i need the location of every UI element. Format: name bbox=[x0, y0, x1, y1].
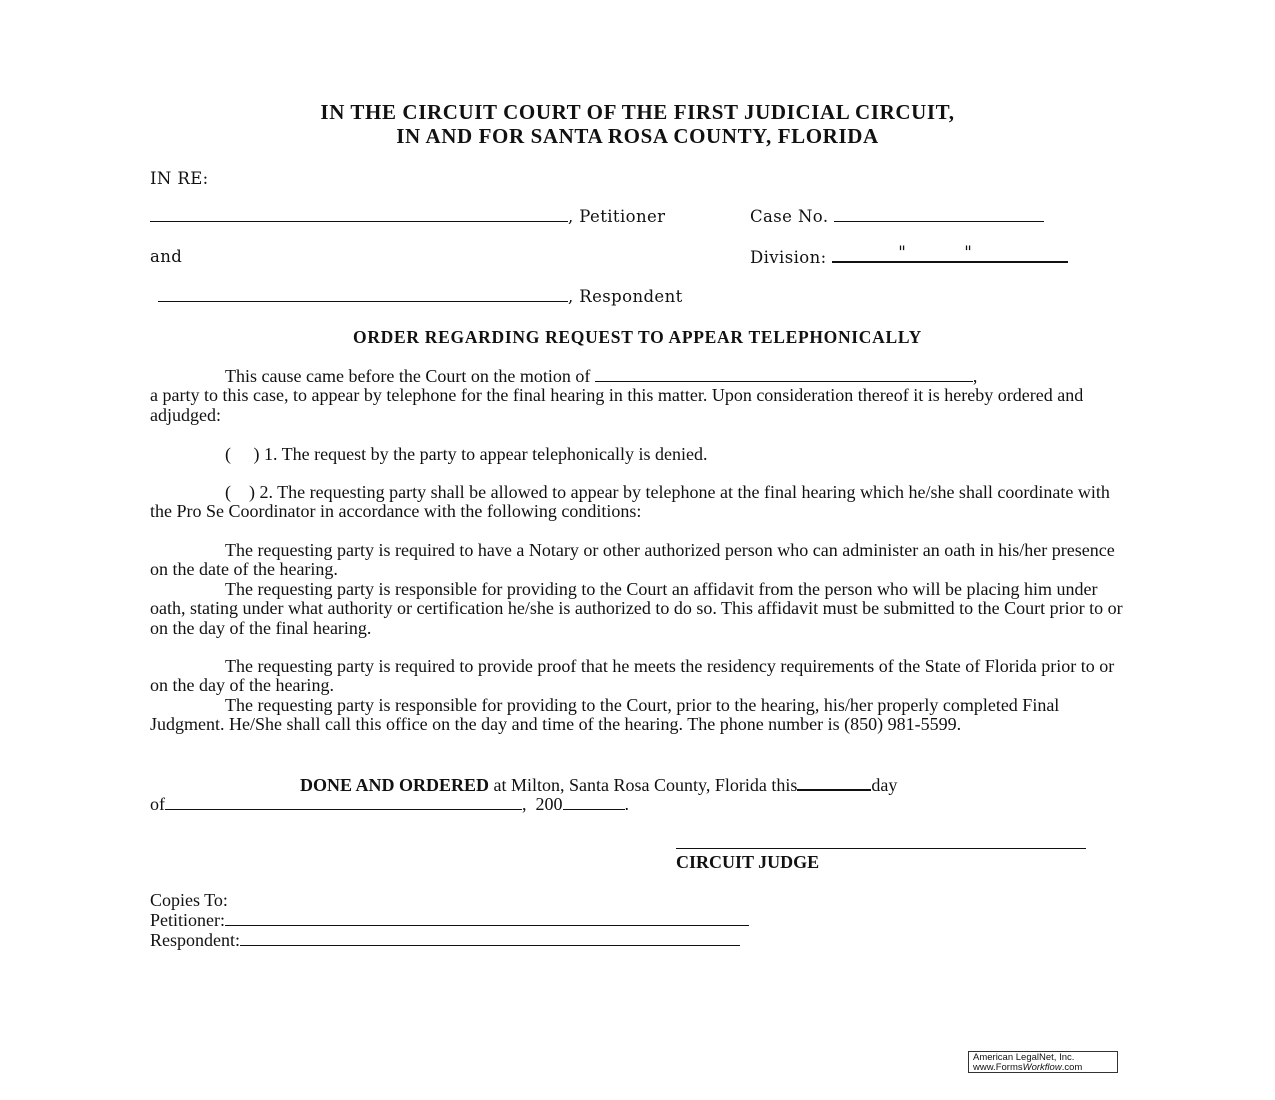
intro-text-2: a party to this case, to appear by telephone for the final hearing in this matter. Upon consideration thereof it is hereby ordered and adjudged: bbox=[150, 385, 1084, 425]
case-number-field[interactable] bbox=[834, 207, 1044, 222]
division-row bbox=[750, 243, 1068, 267]
publisher-url-italic: Workflow bbox=[1022, 1062, 1062, 1073]
copies-respondent-row bbox=[150, 930, 740, 951]
court-header-line-1: IN THE CIRCUIT COURT OF THE FIRST JUDICIAL CIRCUIT, bbox=[320, 100, 955, 124]
option-1 bbox=[150, 445, 1125, 464]
copies-petitioner-label: Petitioner: bbox=[150, 910, 225, 930]
court-header-line-2: IN AND FOR SANTA ROSA COUNTY, FLORIDA bbox=[396, 124, 879, 148]
copies-respondent-label: Respondent: bbox=[150, 930, 240, 950]
condition-4-text: The requesting party is responsible for providing to the Court, prior to the hearing, his/her properly completed Final Judgment. He/She shall call this office on the day and time of the hearing. The phone number is (850) 981-5599. bbox=[150, 695, 1060, 735]
year-field[interactable] bbox=[563, 795, 625, 810]
division-field[interactable] bbox=[832, 243, 1068, 263]
petitioner-label: , Petitioner bbox=[568, 207, 666, 226]
publisher-footer bbox=[968, 1051, 1118, 1073]
division-quote-open: " bbox=[898, 243, 907, 262]
condition-4 bbox=[150, 696, 1125, 735]
day-label: day bbox=[871, 775, 898, 795]
option-2 bbox=[150, 483, 1125, 522]
circuit-judge-label: CIRCUIT JUDGE bbox=[676, 852, 820, 872]
case-number-row bbox=[750, 207, 1044, 226]
condition-3 bbox=[150, 657, 1125, 696]
judge-signature-line[interactable] bbox=[676, 834, 1086, 849]
year-prefix: , 200 bbox=[522, 794, 563, 815]
and-label: and bbox=[150, 247, 183, 266]
copies-to-heading: Copies To: bbox=[150, 890, 228, 910]
month-field[interactable] bbox=[165, 795, 522, 810]
case-no-label: Case No. bbox=[750, 207, 829, 226]
condition-1 bbox=[150, 541, 1125, 580]
publisher-url-prefix: www.Forms bbox=[973, 1062, 1023, 1073]
respondent-row bbox=[158, 287, 683, 306]
order-title: ORDER REGARDING REQUEST TO APPEAR TELEPHONICALLY bbox=[353, 327, 922, 347]
condition-2 bbox=[150, 580, 1125, 638]
option-2-checkbox[interactable]: ( ) bbox=[225, 482, 255, 502]
publisher-url bbox=[973, 1063, 1117, 1073]
of-label: of bbox=[150, 794, 165, 815]
condition-2-text: The requesting party is responsible for providing to the Court an affidavit from the person who will be placing him under oath, stating under what authority or certification he/she is authorized to do so. This affidavit must be submitted to the Court prior to or on the day of the final hearing. bbox=[150, 579, 1123, 638]
option-1-checkbox[interactable]: ( ) bbox=[225, 444, 260, 464]
copies-petitioner-field[interactable] bbox=[225, 911, 749, 926]
intro-paragraph bbox=[150, 367, 1125, 425]
movant-name-field[interactable] bbox=[595, 367, 973, 382]
division-quote-close: " bbox=[964, 243, 973, 262]
respondent-label: , Respondent bbox=[568, 287, 683, 306]
done-and-ordered bbox=[150, 775, 1125, 815]
petitioner-row bbox=[150, 207, 665, 226]
copies-petitioner-row bbox=[150, 910, 749, 931]
option-2-text: 2. The requesting party shall be allowed to appear by telephone at the final hearing which he/she shall coordinate with the Pro Se Coordinator in accordance with the following conditions: bbox=[150, 482, 1110, 522]
intro-text-1: This cause came before the Court on the motion of bbox=[225, 366, 591, 386]
petitioner-name-field[interactable] bbox=[150, 207, 568, 222]
done-period: . bbox=[624, 794, 629, 815]
option-1-text: 1. The request by the party to appear telephonically is denied. bbox=[264, 444, 708, 464]
intro-comma: , bbox=[972, 366, 978, 386]
done-and-ordered-bold: DONE AND ORDERED bbox=[300, 775, 490, 795]
in-re-label: IN RE: bbox=[150, 169, 209, 188]
condition-1-text: The requesting party is required to have a Notary or other authorized person who can administer an oath in his/her presence on the date of the hearing. bbox=[150, 540, 1115, 580]
publisher-name: American LegalNet, Inc. bbox=[973, 1052, 1075, 1063]
respondent-name-field[interactable] bbox=[158, 287, 568, 302]
copies-respondent-field[interactable] bbox=[240, 931, 740, 946]
done-and-ordered-text: at Milton, Santa Rosa County, Florida this bbox=[489, 775, 798, 795]
division-label: Division: bbox=[750, 248, 827, 267]
day-field[interactable] bbox=[797, 775, 871, 791]
condition-3-text: The requesting party is required to provide proof that he meets the residency requirements of the State of Florida prior to or on the day of the hearing. bbox=[150, 656, 1115, 696]
publisher-url-suffix: .com bbox=[1061, 1062, 1083, 1073]
